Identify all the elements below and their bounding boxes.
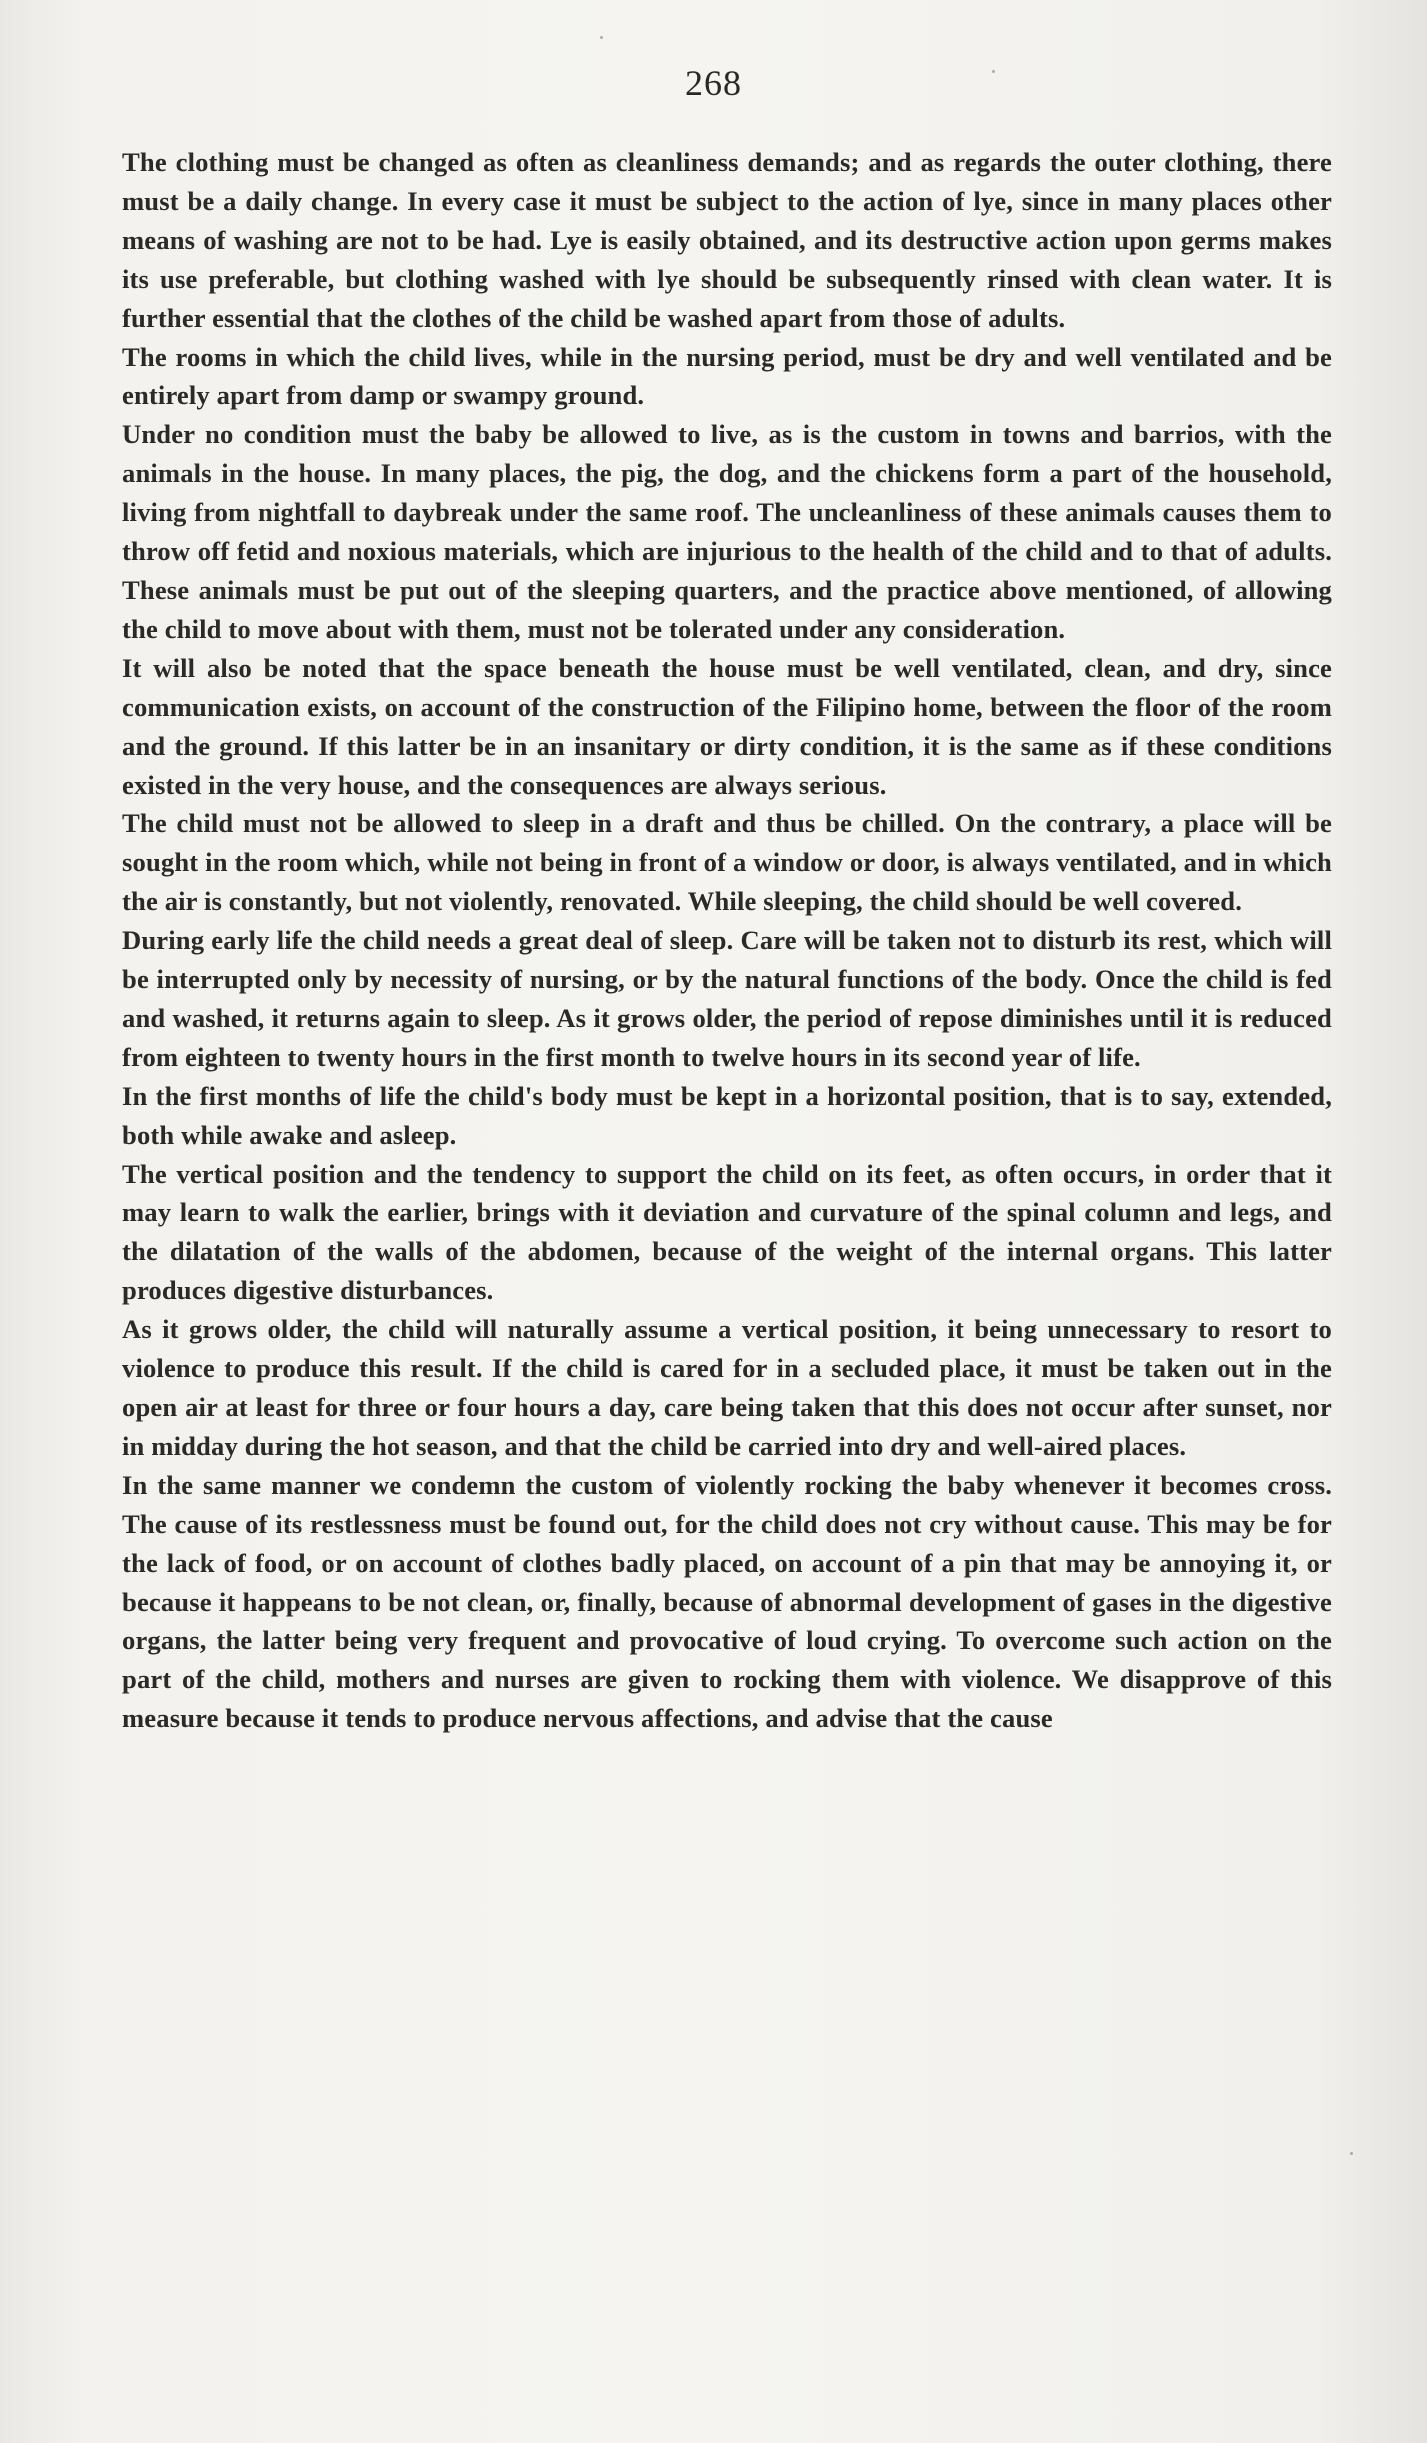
paper-speck [1350,2152,1353,2155]
paragraph-open-air: As it grows older, the child will naturally assume a vertical position, it being unnecessary to resort to violence to produce this result. If the child is cared for in a secluded place, it must be taken out in the open air at least for three or four hours a day, care being taken that this does not occur after sunset, nor in midday during the hot season, and that the child be carried into dry and well-aired places. [122,1314,1332,1461]
paragraph-draft: The child must not be allowed to sleep in a draft and thus be chilled. On the contrary, a place will be sought in the room which, while not being in front of a window or door, is always ventilated, and in which the air is constantly, but not violently, renovated. While sleeping, the child should be well covered. [122,808,1332,917]
page-number: 268 [685,63,742,103]
paper-speck [992,70,995,73]
paper-speck [600,36,603,39]
paragraph-space-beneath-house: It will also be noted that the space beneath the house must be well ventilated, clean, and dry, since communication exists, on account of the construction of the Filipino home, between the floor of the room and the ground. If this latter be in an insanitary or dirty condition, it is the same as if these conditions existed in the very house, and the consequences are always serious. [122,652,1332,800]
paragraph-rocking: In the same manner we condemn the custom of violently rocking the baby whenever it becomes cross. The cause of its restlessness must be found out, for the child does not cry without cause. This may be for the lack of food, or on account of clothes badly placed, on account of a pin that may be annoying it, or because it happeans to be not clean, or, finally, because of abnormal development of gases in the digestive organs, the latter being very frequent and provocative of loud crying. To overcome such action on the part of the child, mothers and nurses are given to rocking them with violence. We disapprove of this measure because it tends to produce nervous affections, and advise that the cause [122,1469,1332,1734]
paragraph-animals: Under no condition must the baby be allowed to live, as is the custom in towns and barrios, with the animals in the house. In many places, the pig, the dog, and the chickens form a part of the household, living from nightfall to daybreak under the same roof. The uncleanliness of these animals causes them to throw off fetid and noxious materials, which are injurious to the health of the child and to that of adults. These animals must be put out of the sleeping quarters, and the practice above mentioned, of allowing the child to move about with them, must not be tolerated under any consideration. [122,419,1332,644]
paragraph-rooms: The rooms in which the child lives, while in the nursing period, must be dry and well ventilated and be entirely apart from damp or swampy ground. [122,341,1332,411]
body-text [122,143,1332,1738]
paragraph-clothing: The clothing must be changed as often as cleanliness demands; and as regards the outer clothing, there must be a daily change. In every case it must be subject to the action of lye, since in many places other means of washing are not to be had. Lye is easily obtained, and its destructive action upon germs makes its use preferable, but clothing washed with lye should be subsequently rinsed with clean water. It is further essential that the clothes of the child be washed apart from those of adults. [122,147,1332,333]
paragraph-vertical-position: The vertical position and the tendency to support the child on its feet, as often occurs, in order that it may learn to walk the earlier, brings with it deviation and curvature of the spinal column and legs, and the dilatation of the walls of the abdomen, because of the weight of the internal organs. This latter produces digestive disturbances. [122,1158,1332,1306]
paragraph-sleep: During early life the child needs a great deal of sleep. Care will be taken not to disturb its rest, which will be interrupted only by necessity of nursing, or by the natural functions of the body. Once the child is fed and washed, it returns again to sleep. As it grows older, the period of repose diminishes until it is reduced from eighteen to twenty hours in the first month to twelve hours in its second year of life. [122,925,1332,1072]
paragraph-horizontal-position: In the first months of life the child's body must be kept in a horizontal position, that is to say, extended, both while awake and asleep. [122,1080,1332,1150]
